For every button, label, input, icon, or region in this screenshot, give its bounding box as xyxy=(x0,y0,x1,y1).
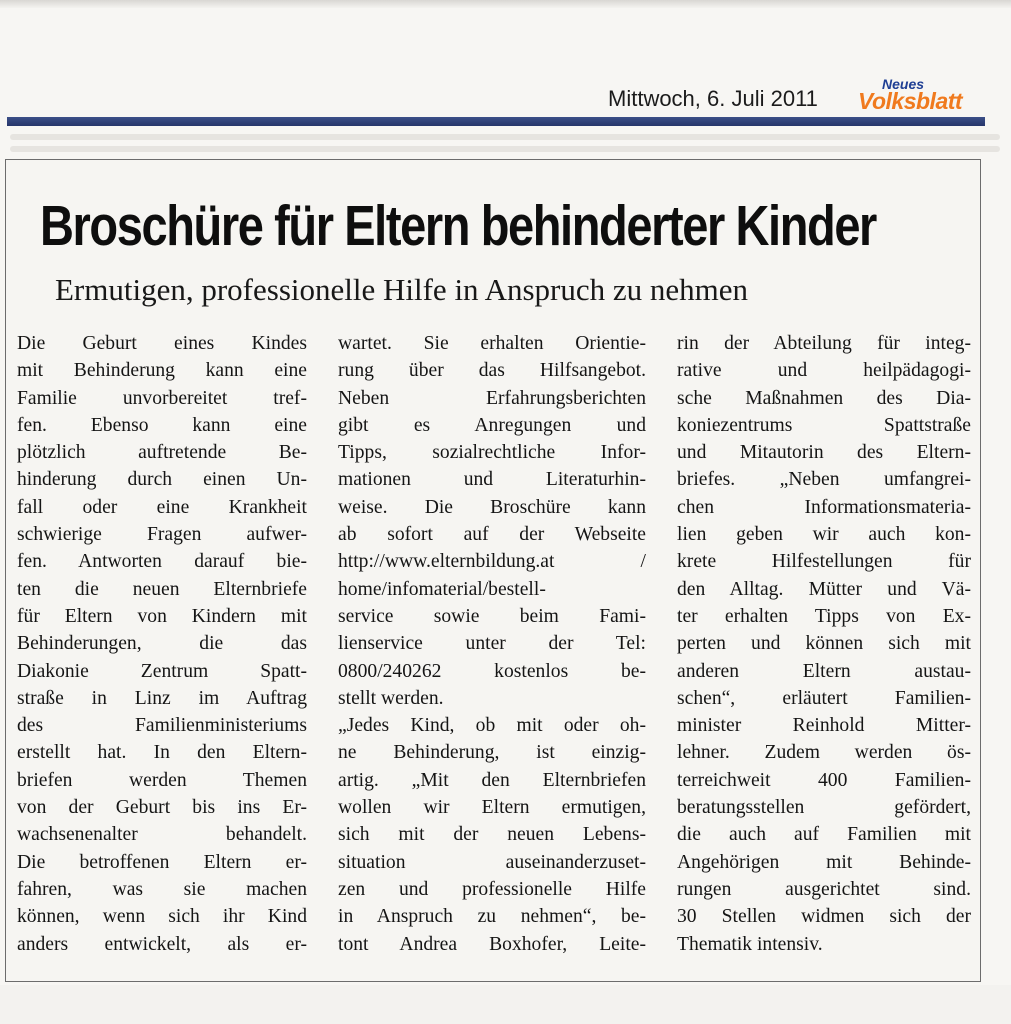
scan-edge-top xyxy=(0,0,1011,8)
column-text-line: lienservice unter der Tel: xyxy=(338,633,646,655)
column-text-line: koniezentrums Spattstraße xyxy=(677,414,971,436)
column-text-line: rung über das Hilfsangebot. xyxy=(338,360,646,382)
column-text-line: erstellt hat. In den Eltern- xyxy=(17,742,307,764)
column-text-line: service sowie beim Fami- xyxy=(338,605,646,627)
column-text-line: minister Reinhold Mitter- xyxy=(677,715,971,737)
column-text-line: rin der Abteilung für integ- xyxy=(677,333,971,354)
column-text-line: stellt werden. xyxy=(338,687,444,709)
column-text-line: rungen ausgerichtet sind. xyxy=(677,878,971,900)
column-text-line: wachsenenalter behandelt. xyxy=(17,824,307,846)
article-headline: Broschüre für Eltern behinderter Kinder xyxy=(40,193,876,258)
column-text-line: mit Behinderung kann eine xyxy=(17,360,307,382)
article-column-3 xyxy=(677,330,971,970)
column-text-line: plötzlich auftretende Be- xyxy=(17,442,307,464)
column-text-line: artig. „Mit den Elternbriefen xyxy=(338,769,646,791)
column-text-line: und Mitautorin des Eltern- xyxy=(677,442,971,464)
column-text-line: zen und professionelle Hilfe xyxy=(338,878,646,900)
publication-date: Mittwoch, 6. Juli 2011 xyxy=(608,86,818,111)
column-text-line: mationen und Literaturhin- xyxy=(338,469,646,491)
column-text-line: krete Hilfestellungen für xyxy=(677,551,971,573)
column-text-line: gibt es Anregungen und xyxy=(338,414,646,436)
column-text-line: „Jedes Kind, ob mit oder oh- xyxy=(338,715,646,737)
column-text-line: briefen werden Themen xyxy=(17,769,307,791)
column-text-line: 30 Stellen widmen sich der xyxy=(677,906,971,928)
column-text-line: home/infomaterial/bestell- xyxy=(338,578,546,600)
column-text-line: Die Geburt eines Kindes xyxy=(17,333,307,354)
column-text-line: schwierige Fragen aufwer- xyxy=(17,524,307,546)
article-column-1 xyxy=(17,330,307,970)
column-text-line: Tipps, sozialrechtliche Infor- xyxy=(338,442,646,464)
column-text-line: die auch auf Familien mit xyxy=(677,824,971,846)
column-text-line: chen Informationsmateria- xyxy=(677,496,971,518)
column-text-line: fen. Antworten darauf bie- xyxy=(17,551,307,573)
column-text-line: Die betroffenen Eltern er- xyxy=(17,851,307,873)
column-text-line: Behinderungen, die das xyxy=(17,633,307,655)
column-text-line: fall oder eine Krankheit xyxy=(17,496,307,518)
column-text-line: ne Behinderung, ist einzig- xyxy=(338,742,646,764)
column-text-line: rative und heilpädagogi- xyxy=(677,360,971,382)
bleed-through-stripe xyxy=(10,146,1000,152)
column-text-line: fen. Ebenso kann eine xyxy=(17,414,307,436)
column-text-line: schen“, erläutert Familien- xyxy=(677,687,971,709)
article-subheadline: Ermutigen, professionelle Hilfe in Anspruch zu nehmen xyxy=(55,272,749,307)
article-column-2 xyxy=(338,330,646,970)
column-text-line: wartet. Sie erhalten Orientie- xyxy=(338,333,646,354)
column-text-line: http://www.elternbildung.at / xyxy=(338,551,646,573)
column-text-line: wollen wir Eltern ermutigen, xyxy=(338,797,646,819)
column-text-line: des Familienministeriums xyxy=(17,715,307,737)
column-text-line: sich mit der neuen Lebens- xyxy=(338,824,646,846)
column-text-line: anders entwickelt, als er- xyxy=(17,933,307,955)
column-text-line: den Alltag. Mütter und Vä- xyxy=(677,578,971,600)
newspaper-logo xyxy=(858,76,986,118)
column-text-line: 0800/240262 kostenlos be- xyxy=(338,660,646,682)
column-text-line: situation auseinanderzuset- xyxy=(338,851,646,873)
column-text-line: ten die neuen Elternbriefe xyxy=(17,578,307,600)
column-text-line: können, wenn sich ihr Kind xyxy=(17,906,307,928)
column-text-line: Angehörigen mit Behinde- xyxy=(677,851,971,873)
logo-main-text: Volksblatt xyxy=(858,88,963,114)
column-text-line: Thematik intensiv. xyxy=(677,933,823,955)
column-text-line: briefes. „Neben umfangrei- xyxy=(677,469,971,491)
column-text-line: anderen Eltern austau- xyxy=(677,660,971,682)
column-text-line: fahren, was sie machen xyxy=(17,878,307,900)
column-text-line: lien geben wir auch kon- xyxy=(677,524,971,546)
column-text-line: perten und können sich mit xyxy=(677,633,971,655)
column-text-line: weise. Die Broschüre kann xyxy=(338,496,646,518)
logo-top-text: Neues xyxy=(882,76,925,92)
column-text-line: terreichweit 400 Familien- xyxy=(677,769,971,791)
column-text-line: ab sofort auf der Webseite xyxy=(338,524,646,546)
column-text-line: ter erhalten Tipps von Ex- xyxy=(677,605,971,627)
column-text-line: straße in Linz im Auftrag xyxy=(17,687,307,709)
column-text-line: von der Geburt bis ins Er- xyxy=(17,797,307,819)
header-rule xyxy=(7,117,985,126)
column-text-line: beratungsstellen gefördert, xyxy=(677,797,971,819)
column-text-line: in Anspruch zu nehmen“, be- xyxy=(338,906,646,928)
column-text-line: für Eltern von Kindern mit xyxy=(17,605,307,627)
column-text-line: hinderung durch einen Un- xyxy=(17,469,307,491)
column-text-line: tont Andrea Boxhofer, Leite- xyxy=(338,933,646,955)
scan-edge-bottom xyxy=(0,985,1011,1024)
column-text-line: lehner. Zudem werden ös- xyxy=(677,742,971,764)
column-text-line: sche Maßnahmen des Dia- xyxy=(677,387,971,409)
column-text-line: Familie unvorbereitet tref- xyxy=(17,387,307,409)
column-text-line: Neben Erfahrungsberichten xyxy=(338,387,646,409)
bleed-through-stripe xyxy=(10,134,1000,140)
column-text-line: Diakonie Zentrum Spatt- xyxy=(17,660,307,682)
